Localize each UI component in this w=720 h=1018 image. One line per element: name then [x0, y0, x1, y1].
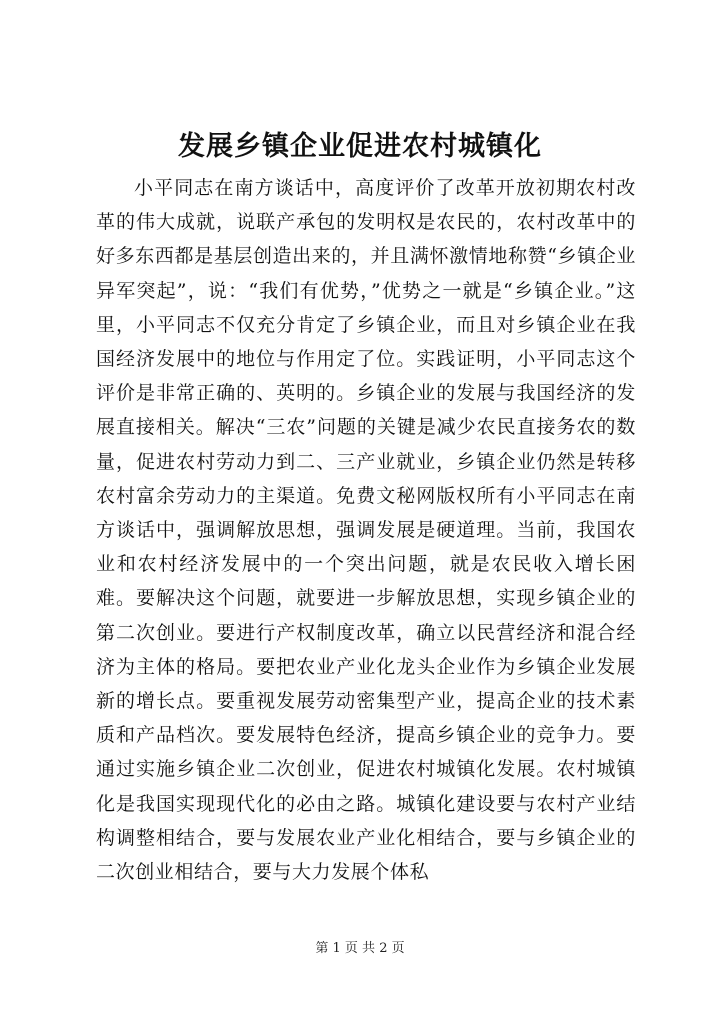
- document-title: 发展乡镇企业促进农村城镇化: [178, 131, 542, 162]
- document-body-paragraph: 小平同志在南方谈话中，高度评价了改革开放初期农村改革的伟大成就，说联产承包的发明权是农民的，农村改革中的好多东西都是基层创造出来的，并且满怀激情地称赞“乡镇企业异军突起”，说：“我们有优势，”优势之一就是“乡镇企业。”这里，小平同志不仅充分肯定了乡镇企业，而且对乡镇企业在我国经济发展中的地位与作用定了位。实践证明，小平同志这个评价是非常正确的、英明的。乡镇企业的发展与我国经济的发展直接相关。解决“三农”问题的关键是减少农民直接务农的数量，促进农村劳动力到二、三产业就业，乡镇企业仍然是转移农村富余劳动力的主渠道。免费文秘网版权所有小平同志在南方谈话中，强调解放思想，强调发展是硬道理。当前，我国农业和农村经济发展中的一个突出问题，就是农民收入增长困难。要解决这个问题，就要进一步解放思想，实现乡镇企业的第二次创业。要进行产权制度改革，确立以民营经济和混合经济为主体的格局。要把农业产业化龙头企业作为乡镇企业发展新的增长点。要重视发展劳动密集型产业，提高企业的技术素质和产品档次。要发展特色经济，提高乡镇企业的竞争力。要通过实施乡镇企业二次创业，促进农村城镇化发展。农村城镇化是我国实现现代化的必由之路。城镇化建设要与农村产业结构调整相结合，要与发展农业产业化相结合，要与乡镇企业的二次创业相结合，要与大力发展个体私: [96, 177, 636, 884]
- page-number-footer: 第 1 页 共 2 页: [315, 941, 405, 956]
